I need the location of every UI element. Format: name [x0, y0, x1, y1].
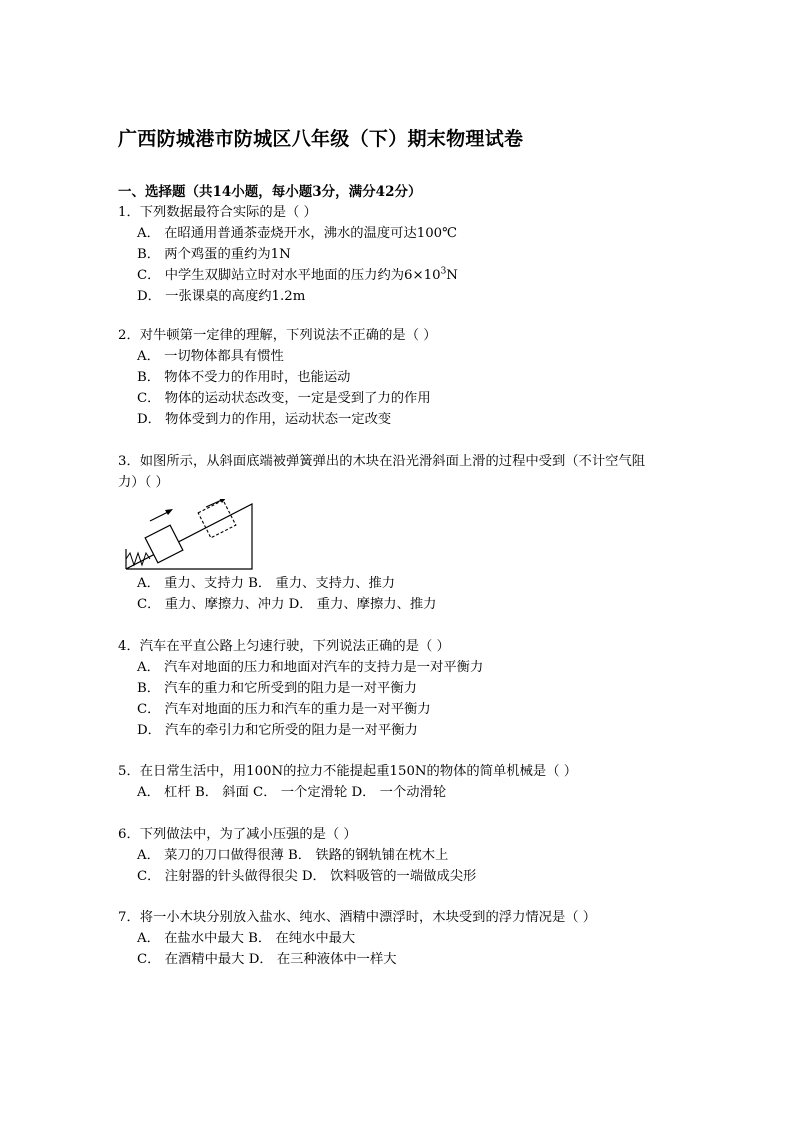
- question-5-stem: 5．在日常生活中，用100N的拉力不能提起重150N的物体的简单机械是（ ）: [118, 764, 578, 779]
- option-b: B． 物体不受力的作用时，也能运动: [137, 370, 351, 385]
- arrow-head-icon: [165, 509, 173, 515]
- option-c: [137, 265, 688, 286]
- option-c: C． 物体的运动状态改变，一定是受到了力的作用: [137, 391, 431, 406]
- question-3-stem-line-2: 力）（ ）: [118, 475, 169, 490]
- question-6-options: [118, 845, 688, 887]
- option-b: B． 两个鸡蛋的重约为1N: [137, 247, 291, 262]
- question-2: [118, 325, 688, 430]
- option-d: D． 汽车的牵引力和它所受的阻力是一对平衡力: [137, 723, 418, 738]
- question-2-options: [118, 346, 688, 430]
- incline-spring-figure: [120, 499, 688, 569]
- page-title: 广西防城港市防城区八年级（下）期末物理试卷: [118, 128, 524, 150]
- option-row-cd: C． 在酒精中最大 D． 在三种液体中一样大: [137, 952, 397, 967]
- section-heading: 一、选择题（共14小题，每小题3分，满分42分）: [118, 184, 422, 200]
- question-7: [118, 907, 688, 970]
- question-4-stem: 4．汽车在平直公路上匀速行驶，下列说法正确的是（ ）: [118, 639, 450, 654]
- question-1-options: [118, 223, 688, 307]
- question-2-stem: 2．对牛顿第一定律的理解，下列说法不正确的是（ ）: [118, 328, 437, 343]
- incline-plane: [126, 504, 252, 569]
- question-6: [118, 824, 688, 887]
- question-1: [118, 202, 688, 307]
- question-6-stem: 6．下列做法中，为了减小压强的是（ ）: [118, 827, 357, 842]
- question-3-stem-line-1: 3．如图所示，从斜面底端被弹簧弹出的木块在沿光滑斜面上滑的过程中受到（不计空气阻: [118, 454, 646, 469]
- option-row-ab: A． 在盐水中最大 B． 在纯水中最大: [137, 931, 356, 946]
- option-c: C． 汽车对地面的压力和汽车的重力是一对平衡力: [137, 702, 431, 717]
- question-3: [118, 451, 688, 615]
- option-row-ab: A． 菜刀的刀口做得很薄 B． 铁路的钢轨铺在枕木上: [137, 848, 449, 863]
- block-later-position: [198, 500, 236, 538]
- option-a: A． 汽车对地面的压力和地面对汽车的支持力是一对平衡力: [137, 660, 484, 675]
- question-4: [118, 636, 688, 741]
- incline-diagram: [120, 499, 260, 571]
- question-4-options: [118, 657, 688, 741]
- option-c-unit: N: [446, 268, 458, 283]
- question-1-stem: 1．下列数据最符合实际的是（ ）: [118, 205, 317, 220]
- option-d: D． 一张课桌的高度约1.2m: [137, 289, 306, 304]
- option-b: B． 汽车的重力和它所受到的阻力是一对平衡力: [137, 681, 417, 696]
- option-row-cd: C． 注射器的针头做得很尖 D． 饮料吸管的一端做成尖形: [137, 869, 477, 884]
- block: [145, 525, 183, 563]
- option-c-text: C． 中学生双脚站立时对水平地面的压力约为6×10: [137, 268, 441, 283]
- question-5: [118, 761, 688, 803]
- question-5-options: [118, 782, 688, 803]
- option-a: A． 一切物体都具有惯性: [137, 349, 284, 364]
- option-row-ab: A． 重力、支持力 B． 重力、支持力、推力: [137, 576, 396, 591]
- option-a: A． 在昭通用普通茶壶烧开水，沸水的温度可达100℃: [137, 226, 458, 241]
- question-3-options: [118, 573, 688, 615]
- exponent: 3: [440, 266, 447, 277]
- option-row-cd: C． 重力、摩擦力、冲力 D． 重力、摩擦力、推力: [137, 597, 437, 612]
- question-7-options: [118, 928, 688, 970]
- option-d: D． 物体受到力的作用，运动状态一定改变: [137, 412, 392, 427]
- question-7-stem: 7．将一小木块分别放入盐水、纯水、酒精中漂浮时，木块受到的浮力情况是（ ）: [118, 910, 597, 925]
- option-row-abcd: A． 杠杆 B． 斜面 C． 一个定滑轮 D． 一个动滑轮: [137, 785, 447, 800]
